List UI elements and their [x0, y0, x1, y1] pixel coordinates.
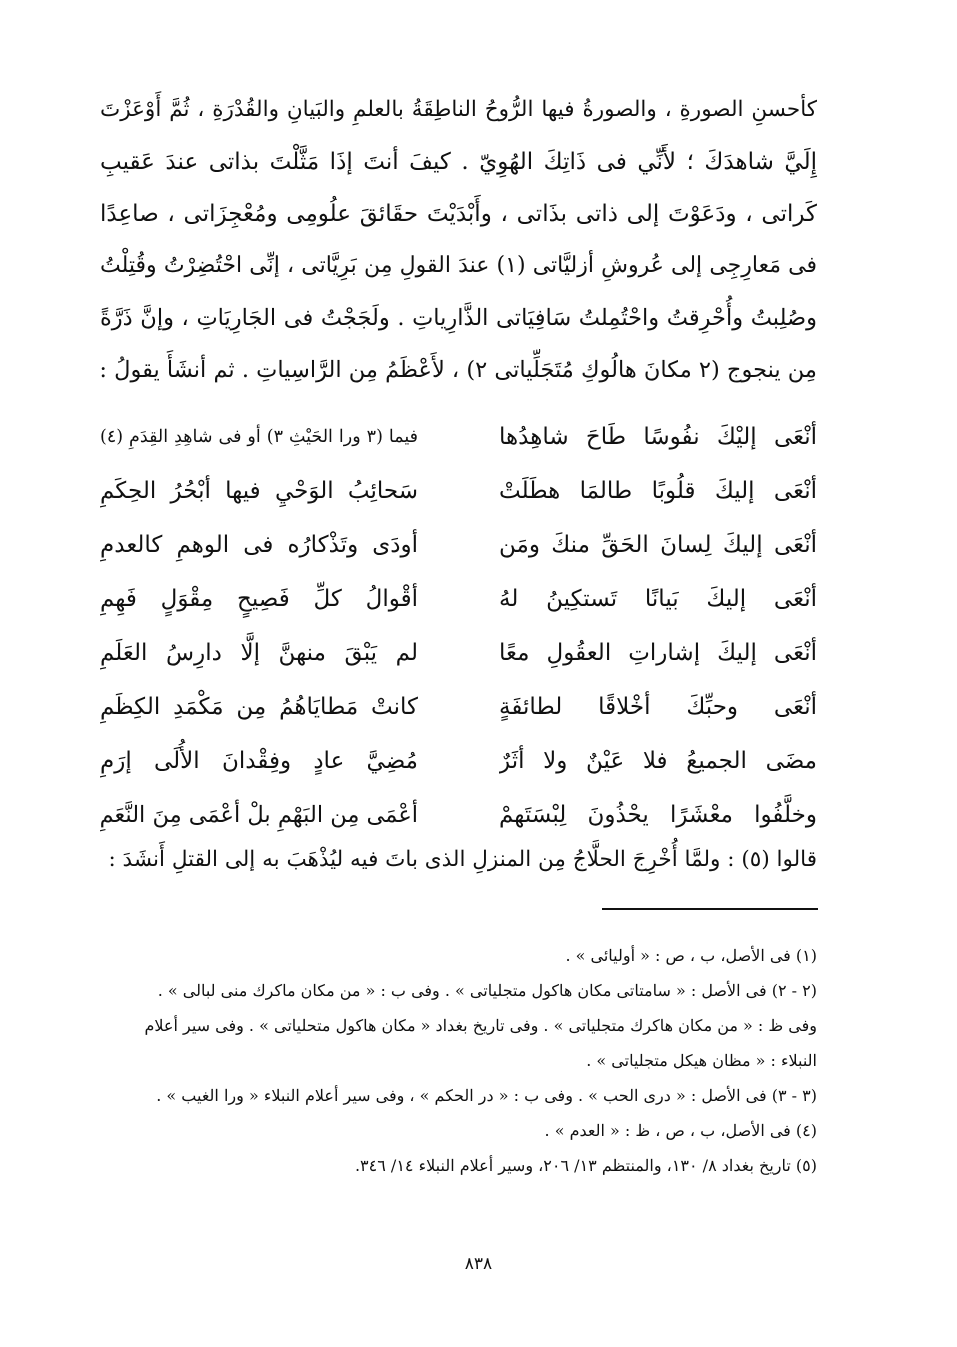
verse-first-hemistich: مضَى الجميعُ فلا عَيْنٌ ولا أثَرٌ [499, 748, 817, 774]
poem-verse [100, 572, 817, 626]
footnote: النبلاء : « مظان هيكل متجلياتى » . [586, 1051, 817, 1070]
verse-first-hemistich: وخلَّفُوا معْشَرًا يحْذُونَ لِبْسَتَهمْ [499, 802, 817, 828]
footnote: (١) فى الأصل، ب ، ص : « أوليائى » . [565, 946, 817, 965]
verse-second-hemistich: أقْوالُ كلِّ فَصِيحٍ مِقْوَلٍ فَهِمِ [100, 586, 418, 612]
verse-second-hemistich: لم يَبْقَ منهنَّ إلَّا دارِسُ العَلَمِ [100, 640, 418, 666]
prose-paragraph [100, 84, 817, 396]
verse-first-hemistich: أنْعَى وحبِّكَ أخْلاقًا لطائفَةٍ [499, 694, 817, 720]
footnote: (٣ - ٣) فى الأصل : « درى الحب » . وفى ب : « در الحكم » ، وفى سير أعلام النبلاء « ورا الغيب » . [156, 1086, 817, 1105]
footnote: (٥) تاريخ بغداد ٨/ ١٣٠، والمنتظم ١٣/ ٢٠٦، وسير أعلام النبلاء ١٤/ ٣٤٦. [354, 1156, 817, 1175]
page-number: ٨٣٨ [464, 1254, 493, 1274]
footnote: وفى ظ : « من مكان هاكرك متجلياتى » . وفى تاريخ بغداد « مكان هاكول متحلياتى » . وفى سير أعلام [144, 1016, 817, 1035]
poem-verse [100, 464, 817, 518]
verse-second-hemistich: كانتْ مَطايَاهُمُ مِن مَكْمَدِ الكِظَمِ [100, 694, 418, 720]
footnote-separator [602, 908, 818, 910]
prose-line: كأحسنِ الصورةِ ، والصورةُ فيها الرُّوحُ الناطِقَةُ بالعلمِ والبَيانِ والقُدْرَةِ ، ثُمَّ أَوْعَزْتَ [100, 97, 817, 122]
verse-second-hemistich: أعْمَى مِن البَهْمِ بلْ أعْمَى مِنَ النَّعَمِ [100, 802, 418, 828]
verse-second-hemistich: فيما (٣ ورا الحَيْثِ ٣) أو فى شاهِدِ القِدَمِ (٤) [100, 427, 418, 447]
verse-first-hemistich: أنْعَى إليكَ لِسانَ الحَقِّ منكَ ومَن [499, 532, 817, 558]
closing-line: قالوا (٥) : ولمَّا أُخْرِجَ الحلَّاجُ مِن المنزلِ الذى باتَ فيه ليُذْهَبَ به إلى القتلِ أَنشَدَ : [108, 847, 817, 872]
poem-verse [100, 626, 817, 680]
prose-line: فى مَعارِجِى إلى عُروشِ أزليَّاتى (١) عندَ القولِ مِن بَرِيَّاتى ، إنِّى احْتُضِرْتُ وقُتِلْتُ [100, 253, 817, 278]
prose-line: إِلَيَّ شاهدَكَ ؛ لأَنِّي فى ذَاتِكَ الهُوِيّ . كيفَ أنتَ إذَا مَثَّلْتَ بذاتى عندَ عَقيبِ [100, 149, 817, 175]
verse-second-hemistich: مُضِيَّ عادٍ وفِقْدانَ الأُلَى إرَمِ [100, 748, 418, 774]
verse-second-hemistich: سَحائِبُ الوَحْيِ فيها أبْحُرُ الحِكَمِ [100, 478, 418, 504]
poem-verse [100, 680, 817, 734]
verse-first-hemistich: أنْعَى إليكَ بَيانًا تَستكِينُ لهُ [499, 586, 817, 612]
poem-verse [100, 734, 817, 788]
poem-verse [100, 518, 817, 572]
prose-line: كَراتى ، ودَعَوْتَ إلى ذاتى بذَاتى ، وأَبْدَيْتَ حقَائقَ علُومِى ومُعْجِزَاتى ، صاعِدًا [100, 201, 817, 227]
verse-first-hemistich: أنْعَى إليكَ قلُوبًا طالمَا هطَلَتْ [499, 478, 817, 504]
footnote: (٢ - ٢) فى الأصل : « سامتاتى مكان هاكول متجلياتى » . وفى ب : « من مكان ماكرك منى لبالى » . [157, 981, 817, 1000]
verse-first-hemistich: أنْعَى إليكَ إشاراتِ العقُولِ معًا [499, 640, 817, 666]
verse-second-hemistich: أودَى وتَذْكارُه فى الوهمِ كالعدمِ [100, 532, 418, 558]
poem-verse [100, 410, 817, 464]
footnote: (٤) فى الأصل، ب ، ص ، ظ : « العدم » . [544, 1121, 817, 1140]
prose-line: مِن ينجوج (٢ مكانَ هالُوكِ مُتَجَلِّياتى ٢) ، لأَعْظَمُ مِن الرَّاسِياتِ . ثم أنشَأَ يقولُ : [99, 357, 817, 383]
poem [100, 410, 817, 842]
prose-line: وصُلِبتُ وأُحْرِقتُ واحْتُمِلتُ سَافِيَاتى الذَّارِياتِ . ولَجَجْتُ فى الجَارِيَاتِ ، وإنَّ ذَرَّةً [100, 305, 817, 331]
verse-first-hemistich: أنْعَى إليْكَ نفُوسًا طَاحَ شاهِدُها [499, 424, 817, 450]
footnotes [100, 938, 817, 1183]
